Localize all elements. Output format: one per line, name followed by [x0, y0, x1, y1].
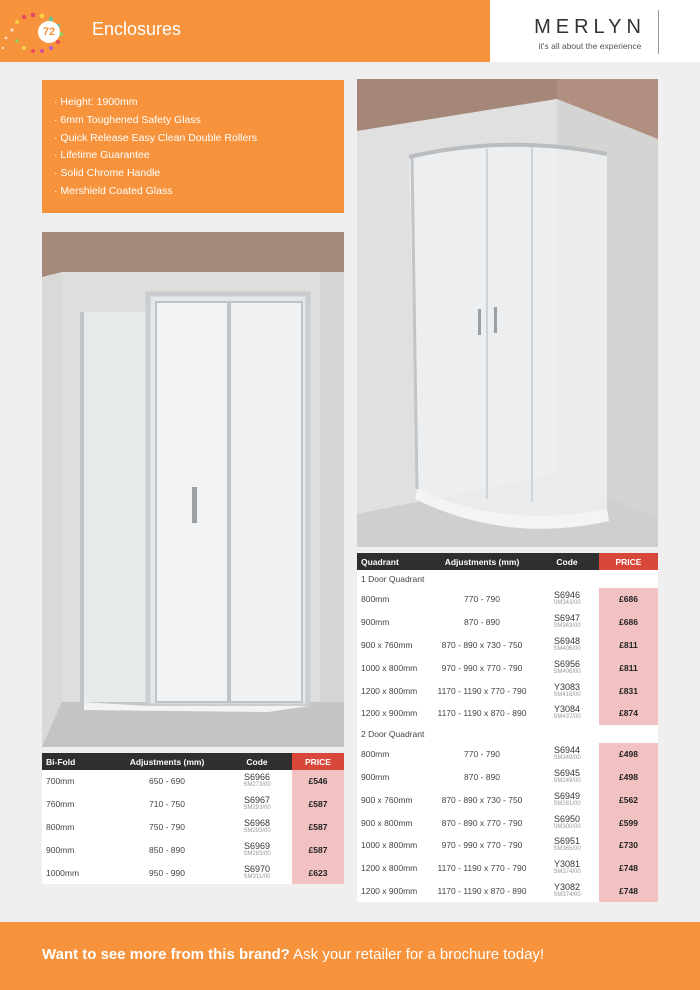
- price-cell: £874: [599, 702, 658, 725]
- column-header: Code: [535, 553, 599, 570]
- features-box: [42, 80, 344, 213]
- size-cell: 900mm: [357, 611, 429, 634]
- table-row: [42, 770, 344, 793]
- product-code: S6946: [553, 590, 581, 601]
- group-label: 2 Door Quadrant: [357, 725, 658, 743]
- table-row: [357, 588, 658, 611]
- table-row: [357, 679, 658, 702]
- price-cell: £587: [292, 793, 344, 816]
- size-cell: 1200 x 800mm: [357, 857, 429, 880]
- table-header-row: [42, 753, 344, 770]
- adjust-cell: 850 - 890: [112, 838, 222, 861]
- code-cell: [535, 634, 599, 657]
- product-code: S6950: [553, 813, 581, 824]
- column-header: Bi-Fold: [42, 753, 112, 770]
- product-subcode: SM406/00: [553, 668, 581, 675]
- price-cell: £599: [599, 811, 658, 834]
- product-code: S6945: [553, 767, 581, 778]
- size-cell: 800mm: [42, 816, 112, 839]
- table-row: [42, 861, 344, 884]
- feature-item: · Mershield Coated Glass: [54, 184, 173, 197]
- price-cell: £748: [599, 880, 658, 903]
- product-subcode: SM365/00: [553, 846, 581, 853]
- table-row: [357, 834, 658, 857]
- brand-divider: [658, 10, 659, 54]
- product-code: Y3084: [553, 704, 581, 715]
- table-row: [42, 793, 344, 816]
- product-subcode: SM437/00: [553, 714, 581, 721]
- code-cell: [222, 816, 292, 839]
- product-subcode: SM273/00: [243, 782, 271, 789]
- size-cell: 900 x 760mm: [357, 788, 429, 811]
- price-cell: £498: [599, 766, 658, 789]
- table-row: [357, 656, 658, 679]
- footer-cta-bold: Want to see more from this brand?: [42, 946, 290, 963]
- code-cell: [222, 793, 292, 816]
- bifold-price-table: [42, 753, 344, 884]
- column-header: Quadrant: [357, 553, 429, 570]
- code-cell: [535, 743, 599, 766]
- column-header: Adjustments (mm): [429, 553, 535, 570]
- size-cell: 900 x 800mm: [357, 811, 429, 834]
- product-subcode: SM283/00: [243, 850, 271, 857]
- decorative-dots-icon: [0, 8, 72, 56]
- adjust-cell: 750 - 790: [112, 816, 222, 839]
- adjust-cell: 970 - 990 x 770 - 790: [429, 656, 535, 679]
- product-code: S6944: [553, 745, 581, 756]
- size-cell: 800mm: [357, 743, 429, 766]
- group-label: 1 Door Quadrant: [357, 570, 658, 588]
- column-header: PRICE: [292, 753, 344, 770]
- product-subcode: SM293/00: [243, 805, 271, 812]
- product-subcode: SM343/00: [553, 623, 581, 630]
- size-cell: 700mm: [42, 770, 112, 793]
- product-code: S6956: [553, 658, 581, 669]
- product-subcode: SM249/00: [553, 777, 581, 784]
- price-cell: £811: [599, 656, 658, 679]
- product-code: S6949: [553, 790, 581, 801]
- product-code: S6948: [553, 635, 581, 646]
- adjust-cell: 650 - 690: [112, 770, 222, 793]
- table-header-row: [357, 553, 658, 570]
- column-header: PRICE: [599, 553, 658, 570]
- section-title: Enclosures: [92, 19, 182, 39]
- table-row: [357, 788, 658, 811]
- table-row: [357, 857, 658, 880]
- code-cell: [535, 811, 599, 834]
- price-cell: £587: [292, 838, 344, 861]
- group-label-row: [357, 570, 658, 588]
- product-code: S6970: [243, 863, 271, 874]
- price-cell: £546: [292, 770, 344, 793]
- column-header: Code: [222, 753, 292, 770]
- product-subcode: SM406/00: [553, 645, 581, 652]
- size-cell: 900mm: [42, 838, 112, 861]
- table-row: [357, 880, 658, 903]
- price-cell: £686: [599, 611, 658, 634]
- adjust-cell: 950 - 990: [112, 861, 222, 884]
- table-row: [357, 702, 658, 725]
- size-cell: 1000 x 800mm: [357, 834, 429, 857]
- adjust-cell: 870 - 890 x 730 - 750: [429, 634, 535, 657]
- size-cell: 1000 x 800mm: [357, 656, 429, 679]
- group-label-row: [357, 725, 658, 743]
- size-cell: 1200 x 900mm: [357, 702, 429, 725]
- code-cell: [222, 770, 292, 793]
- page-header: [0, 0, 700, 62]
- code-cell: [222, 838, 292, 861]
- product-code: S6951: [553, 836, 581, 847]
- feature-item: · Solid Chrome Handle: [54, 167, 161, 180]
- code-cell: [535, 656, 599, 679]
- table-row: [357, 611, 658, 634]
- product-subcode: SM249/00: [553, 755, 581, 762]
- product-code: Y3082: [553, 881, 581, 892]
- column-header: Adjustments (mm): [112, 753, 222, 770]
- brand-name: MERLYN: [534, 16, 646, 38]
- adjust-cell: 870 - 890: [429, 611, 535, 634]
- price-cell: £498: [599, 743, 658, 766]
- adjust-cell: 1170 - 1190 x 870 - 890: [429, 702, 535, 725]
- product-subcode: SM293/00: [243, 827, 271, 834]
- code-cell: [222, 861, 292, 884]
- product-subcode: SM281/00: [553, 800, 581, 807]
- footer-banner: [0, 922, 700, 990]
- footer-cta-text: Ask your retailer for a brochure today!: [289, 946, 545, 963]
- adjust-cell: 1170 - 1190 x 770 - 790: [429, 857, 535, 880]
- product-code: S6967: [243, 795, 271, 806]
- price-cell: £748: [599, 857, 658, 880]
- adjust-cell: 710 - 750: [112, 793, 222, 816]
- adjust-cell: 770 - 790: [429, 588, 535, 611]
- product-code: S6947: [553, 613, 581, 624]
- product-code: S6969: [243, 840, 271, 851]
- size-cell: 760mm: [42, 793, 112, 816]
- price-cell: £686: [599, 588, 658, 611]
- price-cell: £562: [599, 788, 658, 811]
- feature-item: · Quick Release Easy Clean Double Rollers: [54, 131, 258, 144]
- feature-item: · Height: 1900mm: [54, 96, 138, 108]
- code-cell: [535, 611, 599, 634]
- adjust-cell: 870 - 890: [429, 766, 535, 789]
- product-code: S6968: [243, 817, 271, 828]
- product-subcode: SM300/00: [553, 823, 581, 830]
- adjust-cell: 870 - 890 x 770 - 790: [429, 811, 535, 834]
- size-cell: 1200 x 900mm: [357, 880, 429, 903]
- table-row: [42, 838, 344, 861]
- price-cell: £831: [599, 679, 658, 702]
- code-cell: [535, 679, 599, 702]
- adjust-cell: 1170 - 1190 x 770 - 790: [429, 679, 535, 702]
- table-row: [357, 743, 658, 766]
- product-code: Y3083: [553, 681, 581, 692]
- product-code: S6966: [243, 772, 271, 783]
- product-subcode: SM343/00: [553, 600, 581, 607]
- adjust-cell: 970 - 990 x 770 - 790: [429, 834, 535, 857]
- code-cell: [535, 588, 599, 611]
- code-cell: [535, 880, 599, 903]
- feature-item: · Lifetime Guarantee: [54, 149, 150, 162]
- brand-logo: [520, 16, 660, 51]
- table-row: [42, 816, 344, 839]
- header-band: [0, 0, 490, 62]
- table-row: [357, 811, 658, 834]
- price-cell: £811: [599, 634, 658, 657]
- code-cell: [535, 702, 599, 725]
- code-cell: [535, 857, 599, 880]
- product-code: Y3081: [553, 859, 581, 870]
- adjust-cell: 870 - 890 x 730 - 750: [429, 788, 535, 811]
- product-subcode: SM374/00: [553, 869, 581, 876]
- brand-tagline: it's all about the experience: [538, 41, 642, 51]
- code-cell: [535, 788, 599, 811]
- size-cell: 1200 x 800mm: [357, 679, 429, 702]
- page-number: 72: [38, 21, 60, 43]
- quadrant-enclosure-photo: [357, 79, 658, 547]
- price-cell: £730: [599, 834, 658, 857]
- feature-item: · 6mm Toughened Safety Glass: [54, 113, 201, 126]
- bifold-enclosure-photo: [42, 232, 344, 747]
- adjust-cell: 770 - 790: [429, 743, 535, 766]
- product-subcode: SM374/00: [553, 891, 581, 898]
- table-row: [357, 634, 658, 657]
- price-cell: £623: [292, 861, 344, 884]
- adjust-cell: 1170 - 1190 x 870 - 890: [429, 880, 535, 903]
- size-cell: 900 x 760mm: [357, 634, 429, 657]
- size-cell: 900mm: [357, 766, 429, 789]
- size-cell: 800mm: [357, 588, 429, 611]
- code-cell: [535, 834, 599, 857]
- product-subcode: SM416/00: [553, 691, 581, 698]
- code-cell: [535, 766, 599, 789]
- quadrant-price-table: [357, 553, 658, 902]
- product-subcode: SM311/00: [243, 873, 271, 880]
- price-cell: £587: [292, 816, 344, 839]
- table-row: [357, 766, 658, 789]
- size-cell: 1000mm: [42, 861, 112, 884]
